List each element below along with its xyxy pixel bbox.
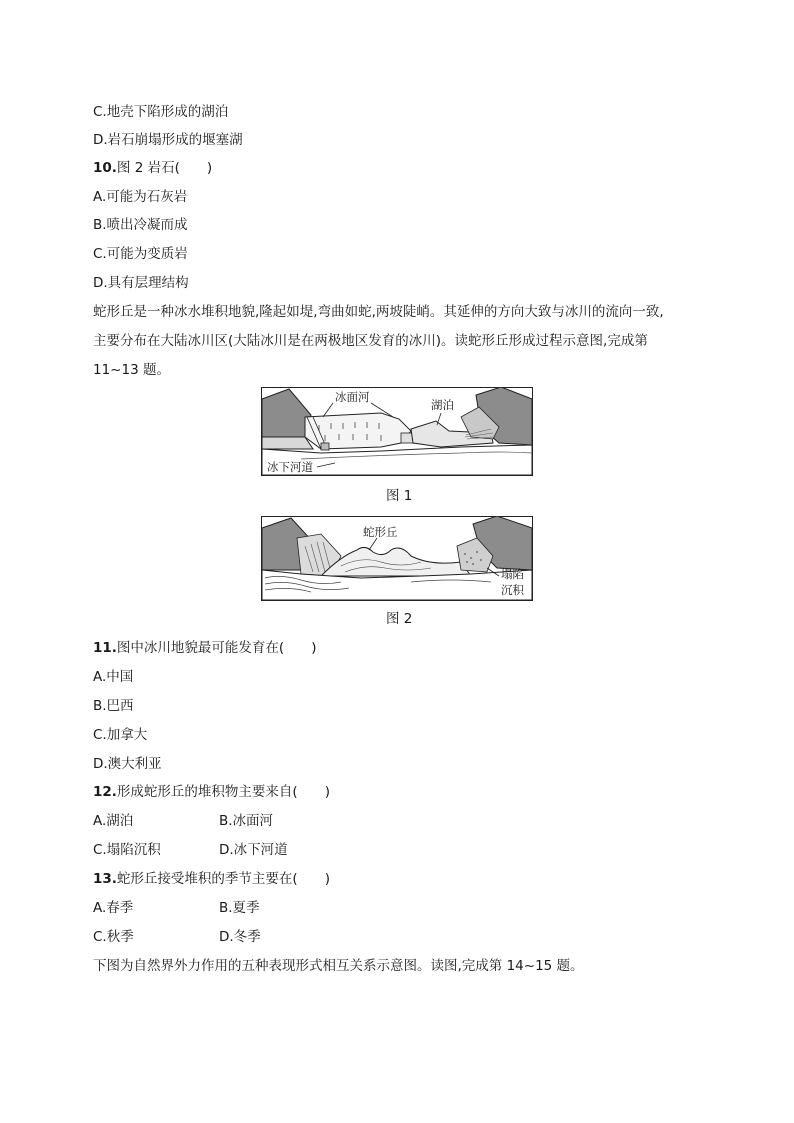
q13-stem: 蛇形丘接受堆积的季节主要在( ) — [116, 871, 330, 887]
figure2-label-collapse-line1: 塌陷 — [501, 567, 524, 581]
q11-stem-line — [93, 639, 316, 657]
q13-option-c: C.秋季 — [93, 929, 134, 945]
intro-14-15-line1: 下图为自然界外力作用的五种表现形式相互关系示意图。读图,完成第 14~15 题。 — [93, 958, 584, 974]
q10-option-a: A.可能为石灰岩 — [93, 189, 188, 205]
figure2-label-collapse-line2: 沉积 — [501, 583, 524, 597]
intro-11-13-line3: 11~13 题。 — [93, 362, 170, 378]
q12-option-b: B.冰面河 — [219, 813, 274, 829]
q12-number: 12. — [93, 784, 117, 800]
figure1-caption: 图 1 — [386, 488, 413, 504]
q10-option-b: B.喷出冷凝而成 — [93, 217, 188, 233]
q10-stem-line — [93, 159, 212, 177]
q10-stem: 图 2 岩石( ) — [116, 160, 213, 176]
figure1-label-lake: 湖泊 — [431, 398, 454, 412]
q12-stem: 形成蛇形丘的堆积物主要来自( ) — [116, 784, 330, 800]
q11-option-b: B.巴西 — [93, 698, 134, 714]
figure2-label-esker: 蛇形丘 — [363, 525, 398, 539]
figure1-label-subglacial-channel: 冰下河道 — [267, 460, 313, 474]
q11-number: 11. — [93, 640, 117, 656]
q10-number: 10. — [93, 160, 117, 176]
q9-option-c: C.地壳下陷形成的湖泊 — [93, 104, 229, 120]
q12-option-c: C.塌陷沉积 — [93, 842, 161, 858]
intro-11-13-line1: 蛇形丘是一种冰水堆积地貌,隆起如堤,弯曲如蛇,两坡陡峭。其延伸的方向大致与冰川的流向一致, — [93, 304, 664, 320]
q13-stem-line — [93, 870, 330, 888]
q13-option-b: B.夏季 — [219, 900, 260, 916]
q11-option-a: A.中国 — [93, 669, 134, 685]
figure1-glacier-diagram — [261, 387, 533, 477]
q11-option-c: C.加拿大 — [93, 727, 148, 743]
q10-option-c: C.可能为变质岩 — [93, 246, 188, 262]
q12-option-a: A.湖泊 — [93, 813, 134, 829]
q10-option-d: D.具有层理结构 — [93, 275, 189, 291]
figure2-caption: 图 2 — [386, 611, 413, 627]
figure1-label-glacier-surface-river: 冰面河 — [335, 390, 370, 404]
q13-option-a: A.春季 — [93, 900, 134, 916]
q11-stem: 图中冰川地貌最可能发育在( ) — [116, 640, 317, 656]
intro-11-13-line2: 主要分布在大陆冰川区(大陆冰川是在两极地区发育的冰川)。读蛇形丘形成过程示意图,完成第 — [93, 333, 648, 349]
q13-number: 13. — [93, 871, 117, 887]
q12-stem-line — [93, 783, 330, 801]
q11-option-d: D.澳大利亚 — [93, 756, 162, 772]
q13-option-d: D.冬季 — [219, 929, 261, 945]
q9-option-d: D.岩石崩塌形成的堰塞湖 — [93, 132, 243, 148]
q12-option-d: D.冰下河道 — [219, 842, 288, 858]
figure2-esker-diagram — [261, 516, 533, 602]
